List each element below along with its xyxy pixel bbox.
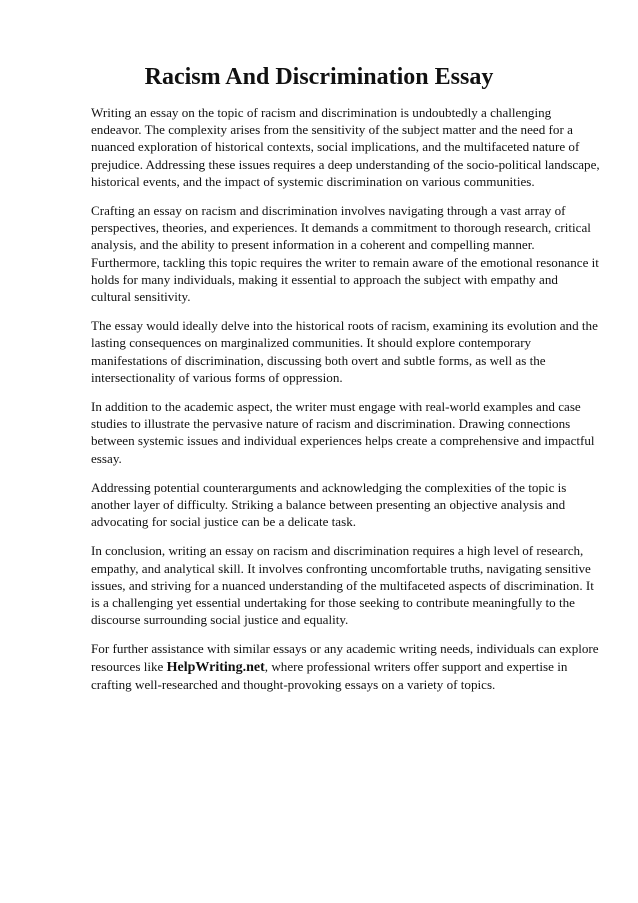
paragraph-closing xyxy=(91,640,601,693)
paragraph-historical-roots: The essay would ideally delve into the historical roots of racism, examining its evolution and the lasting consequences on marginalized communities. It should explore contemporary manifestations of discrimination, discussing both overt and subtle forms, as well as the intersectionality of various forms of oppression. xyxy=(91,318,598,385)
paragraph-crafting: Crafting an essay on racism and discrimination involves navigating through a vast array of perspectives, theories, and experiences. It demands a commitment to thorough research, critical analysis, and the ability to present information in a coherent and compelling manner. Furthermore, tackling this topic requires the writer to remain aware of the emotional resonance it holds for many individuals, making it essential to approach the subject with empathy and cultural sensitivity. xyxy=(91,203,599,305)
paragraph-intro: Writing an essay on the topic of racism and discrimination is undoubtedly a challenging endeavor. The complexity arises from the sensitivity of the subject matter and the need for a nuanced exploration of historical contexts, social implications, and the multifaceted nature of prejudice. Addressing these issues requires a deep understanding of the socio-political landscape, historical events, and the impact of systemic discrimination on various communities. xyxy=(91,105,600,189)
closing-text-before: For further assistance with similar essays or any academic writing needs, individuals can explore resources like xyxy=(91,641,599,674)
brand-link[interactable]: HelpWriting.net xyxy=(166,659,265,675)
closing-text-after: , where professional writers offer support and expertise in crafting well-researched and thought-provoking essays on a variety of topics. xyxy=(91,658,568,692)
paragraph-counterarguments: Addressing potential counterarguments and acknowledging the complexities of the topic is another layer of difficulty. Striking a balance between presenting an objective analysis and advocating for social justice can be a delicate task. xyxy=(91,479,567,530)
page-title: Racism And Discrimination Essay xyxy=(144,64,494,90)
paragraph-real-world: In addition to the academic aspect, the writer must engage with real-world examples and case studies to illustrate the pervasive nature of racism and discrimination. Drawing connections between systemic issues and individual experiences helps create a comprehensive and impactful essay. xyxy=(91,399,595,466)
essay-body xyxy=(91,104,601,705)
paragraph-conclusion: In conclusion, writing an essay on racism and discrimination requires a high level of research, empathy, and analytical skill. It involves confronting uncomfortable truths, navigating sensitive issues, and striving for a nuanced understanding of the multifaceted aspects of discrimination. It is a challenging yet essential undertaking for those seeking to contribute meaningfully to the discourse surrounding social justice and equality. xyxy=(91,543,594,628)
